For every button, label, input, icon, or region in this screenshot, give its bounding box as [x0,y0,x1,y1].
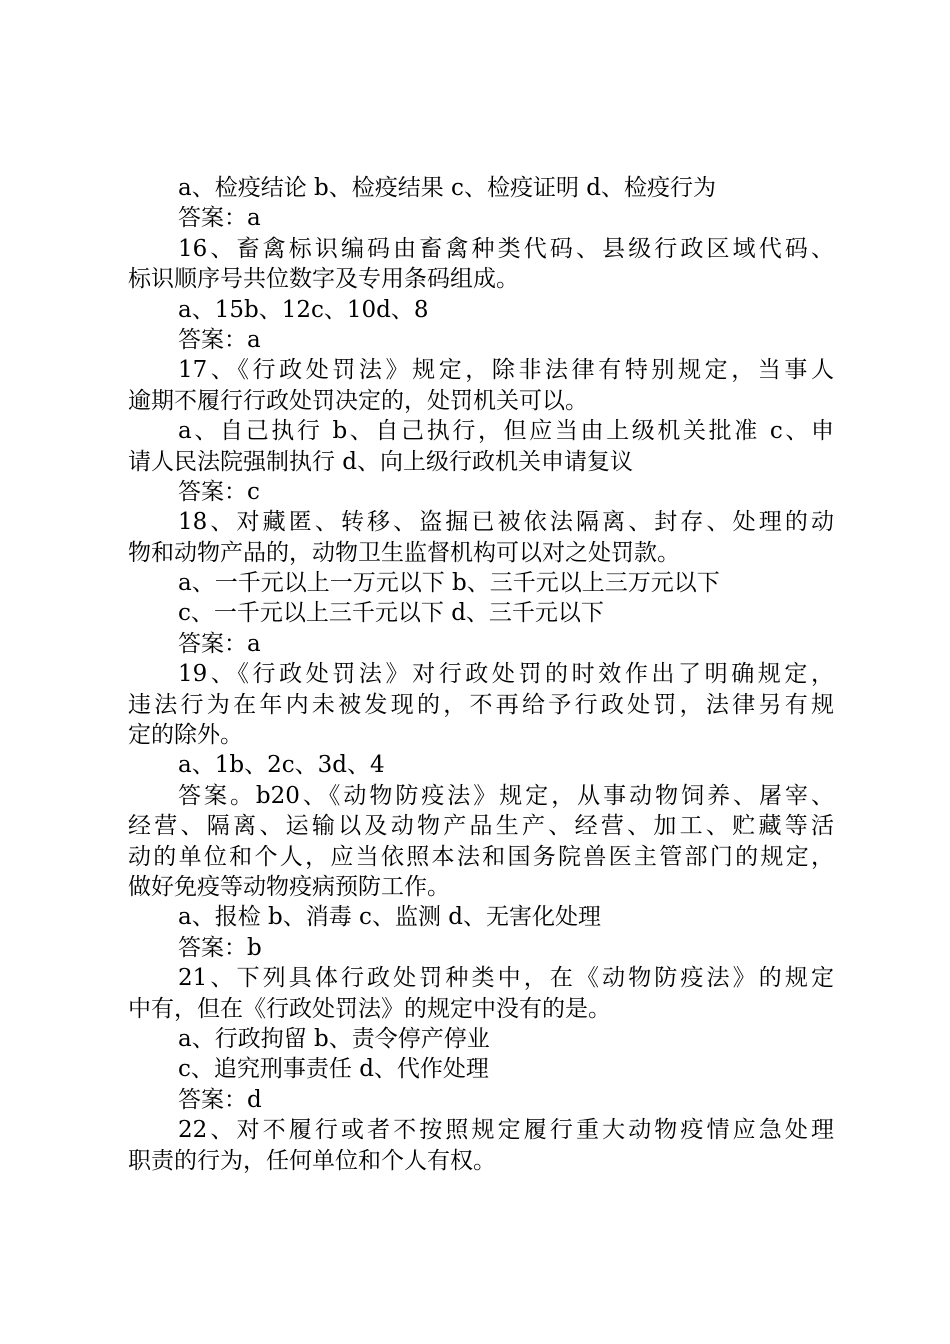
answer-line: 答案：a [178,205,261,232]
question-line: 19、《行政处罚法》对行政处罚的时效作出了明确规定， [178,661,834,688]
options-line: a、报检 b、消毒 c、监测 d、无害化处理 [178,904,601,931]
question-line: 18、对藏匿、转移、盗掘已被依法隔离、封存、处理的动 [178,509,834,536]
answer-line: 答案：b [178,934,262,961]
document-page [128,173,834,1176]
question-line: 21、下列具体行政处罚种类中，在《动物防疫法》的规定 [178,965,834,992]
answer-line: 答案：a [178,326,261,353]
answer-line: 答案：d [178,1086,262,1113]
text-line: 物和动物产品的，动物卫生监督机构可以对之处罚款。 [128,539,680,566]
text-line: 违法行为在年内未被发现的，不再给予行政处罚，法律另有规 [128,691,834,718]
text-line: 中有，但在《行政处罚法》的规定中没有的是。 [128,995,611,1022]
text-line: 做好免疫等动物疫病预防工作。 [128,873,450,900]
options-line: a、行政拘留 b、责令停产停业 [178,1025,490,1052]
text-line: a、检疫结论 b、检疫结果 c、检疫证明 d、检疫行为 [178,175,716,201]
text-line: 请人民法院强制执行 d、向上级行政机关申请复议 [128,448,634,475]
options-line: a、一千元以上一万元以下 b、三千元以上三万元以下 [178,570,720,597]
options-line: a、1b、2c、3d、4 [178,752,385,779]
text-line: 经营、隔离、运输以及动物产品生产、经营、加工、贮藏等活 [128,813,834,840]
text-line: 逾期不履行行政处罚决定的，处罚机关可以。 [128,387,588,414]
answer-line: 答案：a [178,630,261,657]
options-line: a、自己执行 b、自己执行，但应当由上级机关批准 c、申 [178,418,834,445]
text-line: 职责的行为，任何单位和个人有权。 [128,1147,496,1174]
text-line: 定的除外。 [128,722,243,749]
options-line: a、15b、12c、10d、8 [178,296,429,323]
text-line: 标识顺序号共位数字及专用条码组成。 [128,266,519,293]
question-line: 17、《行政处罚法》规定，除非法律有特别规定，当事人 [178,357,834,384]
question-line: 16、畜禽标识编码由畜禽种类代码、县级行政区域代码、 [178,235,834,262]
question-line: 22、对不履行或者不按照规定履行重大动物疫情应急处理 [178,1117,834,1144]
text-line: 动的单位和个人，应当依照本法和国务院兽医主管部门的规定， [128,843,834,870]
answer-line: 答案：c [178,478,260,505]
question-line: 答案。b20、《动物防疫法》规定，从事动物饲养、屠宰、 [178,782,834,809]
options-line: c、一千元以上三千元以下 d、三千元以下 [178,600,604,627]
options-line: c、追究刑事责任 d、代作处理 [178,1056,489,1083]
